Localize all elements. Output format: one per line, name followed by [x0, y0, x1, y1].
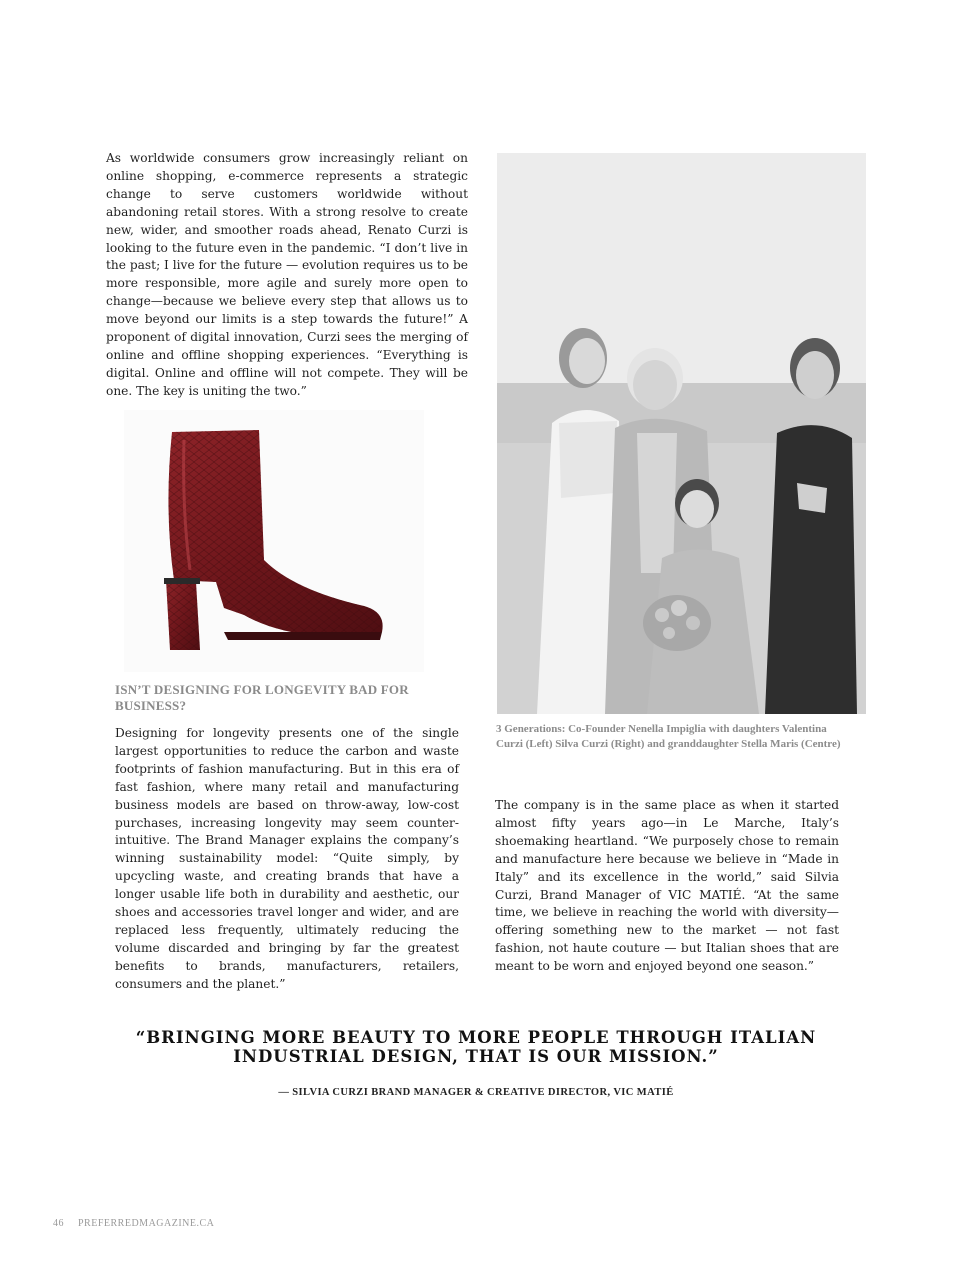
pull-quote: “BRINGING MORE BEAUTY TO MORE PEOPLE THROUGH ITALIAN INDUSTRIAL DESIGN, THAT IS OUR MISSION.”	[135, 1028, 817, 1066]
family-photo	[497, 153, 866, 714]
heartland-paragraph: The company is in the same place as when it started almost fifty years ago—in Le Marche, Italy’s shoemaking heartland. “We purposely chose to remain and manufacture here because we believe in “Made in Italy” and its excellence in the world,” said Silvia Curzi, Brand Manager of VIC MATIÉ. “At the same time, we believe in reaching the world with diversity—offering something new to the market — not fast fashion, not haute couture — but Italian shoes that are meant to be worn and enjoyed beyond one season.”	[495, 798, 839, 974]
longevity-paragraph: Designing for longevity presents one of the single largest opportunities to reduce the carbon and waste footprints of fashion manufacturing. But in this era of fast fashion, where many retail and manufacturing business models are based on throw-away, low-cost purchases, increasing longevity may seem counter-intuitive. The Brand Manager explains the company’s winning sustainability model: “Quite simply, by upcycling waste, and creating brands that have a longer usable life both in durability and aesthetic, our shoes and accessories travel longer and wider, and are replaced less frequently, ultimately reducing the volume discarded and bringing by far the greatest benefits to brands, manufacturers, retailers, consumers and the planet.”	[115, 726, 459, 991]
page-footer	[53, 1218, 228, 1229]
intro-paragraph: As worldwide consumers grow increasingly reliant on online shopping, e-commerce represents a strategic change to serve customers worldwide without abandoning retail stores. With a strong resolve to create new, wider, and smoother roads ahead, Renato Curzi is looking to the future even in the pandemic. “I don’t live in the past; I live for the future — evolution requires us to be more responsible, more agile and surely more open to change—because we believe every step that allows us to move beyond our limits is a step towards the future!” A proponent of digital innovation, Curzi sees the merging of online and offline shopping experiences. “Everything is digital. Online and offline will not compete. They will be one. The key is uniting the two.”	[106, 151, 468, 398]
page-number: 46	[53, 1218, 64, 1229]
boot-photo	[124, 410, 424, 672]
section-subheading: ISN’T DESIGNING FOR LONGEVITY BAD FOR BUSINESS?	[115, 682, 409, 713]
photo-caption: 3 Generations: Co-Founder Nenella Impiglia with daughters Valentina Curzi (Left) Silva Curzi (Right) and granddaughter Stella Maris (Centre)	[496, 723, 841, 750]
footer-site: PREFERREDMAGAZINE.CA	[78, 1218, 215, 1229]
pull-quote-attribution: — SILVIA CURZI BRAND MANAGER & CREATIVE DIRECTOR, VIC MATIÉ	[278, 1087, 674, 1098]
